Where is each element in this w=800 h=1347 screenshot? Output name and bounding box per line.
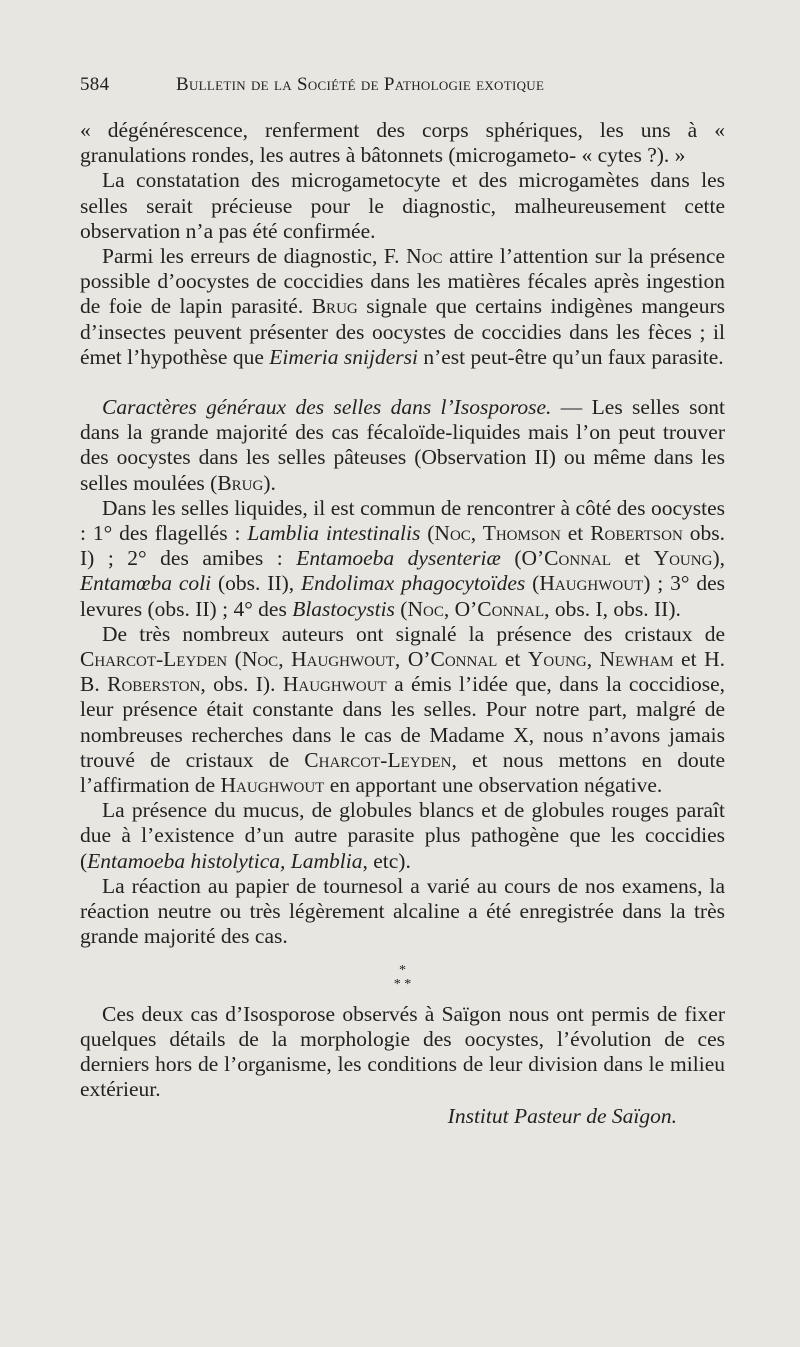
text-run: n’est peut-être qu’un faux parasite. <box>417 344 724 369</box>
text-run: en apportant une observation négative. <box>324 773 663 798</box>
paragraph-crystals <box>80 622 725 798</box>
paragraph-litmus: La réaction au papier de tournesol a varié au cours de nos examens, la réaction neutre ou très légèrement alcaline a été enregistrée dans la très grande majorité des cas. <box>80 873 725 949</box>
text-run: , obs. I). <box>200 672 283 697</box>
paragraph-mucus <box>80 798 725 874</box>
asterism <box>80 964 725 992</box>
author-name: Noc <box>406 244 443 269</box>
paragraph-errors <box>80 244 725 370</box>
text-run: ), <box>712 546 725 571</box>
author-name: Brug <box>217 470 264 495</box>
species-name: Blastocystis <box>292 596 395 621</box>
species-name: Entamoeba histolytica, Lamblia <box>87 848 363 873</box>
text-run: et H. B. <box>80 647 725 697</box>
author-name: Noc, Haughwout, O’Connal <box>241 647 498 672</box>
paragraph-liquid-stools <box>80 496 725 622</box>
text-run: , etc). <box>362 848 411 873</box>
text-run: ( <box>227 647 242 672</box>
author-name: O’Connal <box>521 546 612 571</box>
text-run: Dans les selles liquides, il est commun de rencontrer à côté des oocystes : 1° des flagellés : <box>80 495 725 546</box>
author-name: Young, Newham <box>527 647 674 672</box>
species-name: Endolimax phagocytoïdes <box>301 571 526 596</box>
text-run: La présence du mucus, de globules blancs et de globules rouges paraît due à l’existence d’un autre parasite plus pathogène que les coccidies ( <box>80 798 725 873</box>
asterism-bottom: * * <box>393 976 412 992</box>
body-text <box>80 118 725 1130</box>
text-run: ( <box>500 546 522 571</box>
text-run: signale que certains indigènes mangeurs d’insectes peuvent présenter des oocystes de coccidies dans les fèces ; il émet l’hypothèse que <box>80 294 725 369</box>
author-name: Brug <box>311 294 358 319</box>
signature <box>80 1104 725 1129</box>
text-run: , et nous mettons en doute l’affirmation de <box>80 747 725 798</box>
text-run: attire l’attention sur la présence possible d’oocystes de coccidies dans les matières fécales après ingestion de foie de lapin parasité. <box>80 244 725 319</box>
closing-paragraph: Ces deux cas d’Isosporose observés à Saïgon nous ont permis de fixer quelques détails de la morphologie des oocystes, l’évolution de ces derniers hors de l’organisme, les conditions de leur division dans le milieu extérieur. <box>80 1001 725 1102</box>
asterism-top: * <box>399 962 406 978</box>
text-run: — Les selles sont dans la grande majorité des cas fécaloïde-liquides mais l’on peut trouver des oocystes dans les selles pâteuses (Observation II) ou même dans les selles moulées ( <box>80 395 725 495</box>
running-header <box>80 74 730 96</box>
text-run: ( <box>420 521 435 546</box>
text-run: ) ; 3° des levures (obs. II) ; 4° des <box>80 571 725 621</box>
paragraph-microgametes: La constatation des microgametocyte et des microgamètes dans les selles serait précieuse pour le diagnostic, malheureusement cette observation n’a pas été confirmée. <box>80 168 725 243</box>
species-name: Eimeria snijdersi <box>269 344 418 369</box>
author-name: Charcot-Leyden <box>304 747 452 772</box>
text-run: obs. I) ; 2° des amibes : <box>80 521 725 571</box>
page-number: 584 <box>80 74 110 95</box>
section-paragraph <box>80 395 725 496</box>
text-run: ). <box>263 470 276 495</box>
text-run: Parmi les erreurs de diagnostic, F. <box>102 244 407 269</box>
text-run: ( <box>525 571 540 596</box>
author-name: Robertson <box>590 521 683 546</box>
author-name: Haughwout <box>282 672 387 697</box>
author-name: Haughwout <box>539 571 644 596</box>
species-name: Entamœba coli <box>80 571 212 596</box>
section-heading: Caractères généraux des selles dans l’Isosporose. <box>102 395 552 420</box>
text-run: et <box>560 521 591 546</box>
author-name: Noc, O’Connal <box>407 596 545 621</box>
journal-title: Bulletin de la Société de Pathologie exotique <box>176 74 545 95</box>
text-run: ( <box>394 596 408 621</box>
author-name: Noc, Thomson <box>434 521 561 546</box>
author-name: Charcot-Leyden <box>80 647 228 672</box>
author-name: Haughwout <box>220 773 325 798</box>
institution-name: Institut Pasteur de Saïgon. <box>447 1104 677 1129</box>
text-run: et <box>611 546 654 571</box>
text-run: (obs. II), <box>211 571 302 596</box>
author-name: Young <box>653 546 713 571</box>
text-run: a émis l’idée que, dans la coccidiose, leur présence était constante dans les selles. Pour notre part, malgré de nombreuses recherches dans le cas de Madame X, nous n’avons jamais trouvé de cristaux de <box>80 672 726 772</box>
species-name: Lamblia intestinalis <box>247 521 421 546</box>
text-run: De très nombreux auteurs ont signalé la présence des cristaux de <box>102 621 725 646</box>
quote-paragraph: « dégénérescence, renferment des corps sphériques, les uns à « granulations rondes, les autres à bâtonnets (microgameto- « cytes ?). » <box>80 118 725 168</box>
author-name: Roberston <box>107 672 201 697</box>
text-run: , obs. I, obs. II). <box>544 596 681 621</box>
text-run: et <box>497 647 528 672</box>
species-name: Entamoeba dysenteriæ <box>296 546 501 571</box>
